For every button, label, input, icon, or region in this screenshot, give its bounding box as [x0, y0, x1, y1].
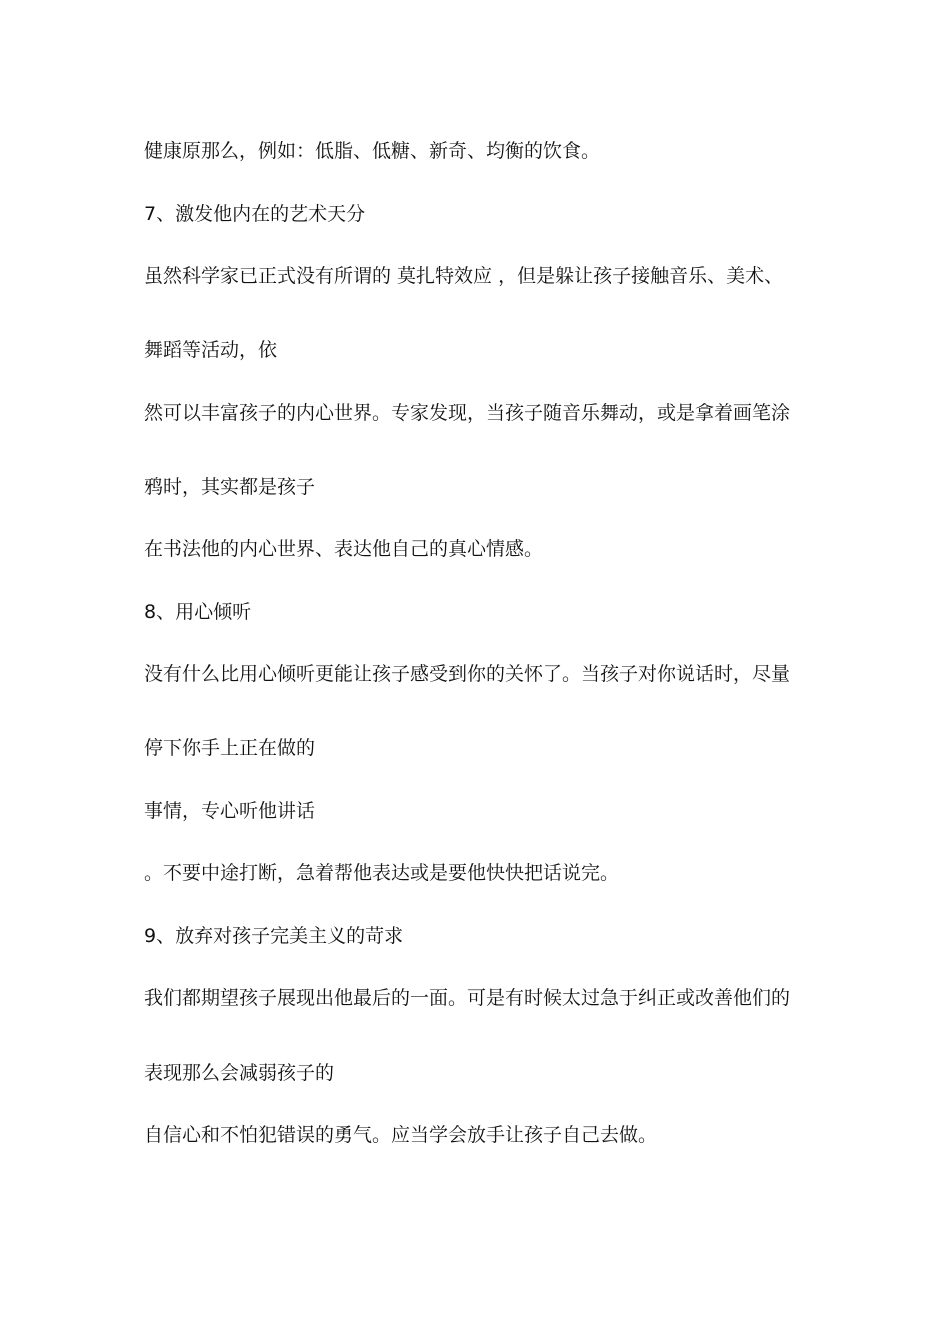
paragraph-line: 然可以丰富孩子的内心世界。专家发现，当孩子随音乐舞动，或是拿着画笔涂 [144, 402, 791, 424]
section-heading-8: 8、用心倾听 [144, 601, 252, 623]
section-heading-9: 9、放弃对孩子完美主义的苛求 [144, 925, 404, 947]
paragraph-line: 没有什么比用心倾听更能让孩子感受到你的关怀了。当孩子对你说话时，尽量 [144, 663, 791, 685]
paragraph-line: 在书法他的内心世界、表达他自己的真心情感。 [144, 538, 544, 560]
paragraph-line: 鸦时，其实都是孩子 [144, 476, 316, 498]
section-heading-7: 7、激发他内在的艺术天分 [144, 203, 366, 225]
paragraph-line: 自信心和不怕犯错误的勇气。应当学会放手让孩子自己去做。 [144, 1124, 658, 1146]
paragraph-line: 事情，专心听他讲话 [144, 800, 316, 822]
paragraph-line: 表现那么会减弱孩子的 [144, 1062, 335, 1084]
paragraph-line: 我们都期望孩子展现出他最后的一面。可是有时候太过急于纠正或改善他们的 [144, 987, 791, 1009]
paragraph-line: 停下你手上正在做的 [144, 737, 316, 759]
paragraph-line: 。不要中途打断，急着帮他表达或是要他快快把话说完。 [144, 862, 620, 884]
paragraph-line: 健康原那么，例如：低脂、低糖、新奇、均衡的饮食。 [144, 140, 601, 162]
paragraph-line: 虽然科学家已正式没有所谓的 莫扎特效应 ，但是躲让孩子接触音乐、美术、 [144, 265, 784, 287]
paragraph-line: 舞蹈等活动，依 [144, 339, 278, 361]
